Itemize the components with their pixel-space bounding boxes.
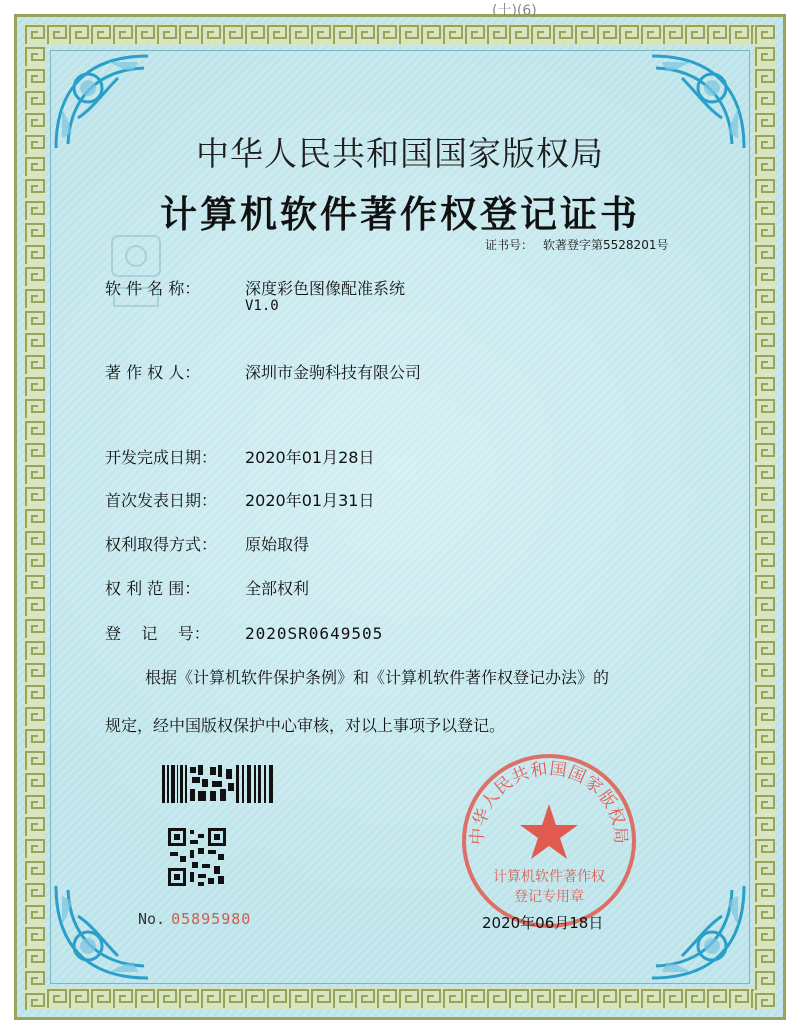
pub-date-value: 2020年01月31日 [245,491,375,510]
dev-date-row [105,445,374,468]
greek-key-border-top [24,24,776,46]
scope-row [105,576,309,599]
pub-date-label: 首次发表日期： [105,491,218,510]
owner-label: 著 作 权 人： [105,363,201,382]
software-name-label: 软 件 名 称： [105,279,201,298]
certificate-number [485,236,668,253]
certificate-number-value: 软著登字第5528201号 [543,238,669,252]
greek-key-border-bottom [24,988,776,1010]
certificate-number-label: 证书号： [485,238,534,252]
seal-inner-line2: 登记专用章 [514,889,584,905]
scope-label: 权 利 范 围： [105,579,201,598]
serial-prefix: No. [138,910,166,928]
serial-number [138,910,251,928]
dev-date-label: 开发完成日期： [105,448,218,467]
watermark-emblem [108,232,164,316]
software-name-value: 深度彩色图像配准系统 [245,279,406,298]
corner-ornament-bottom-left [48,876,158,986]
software-version: V1.0 [245,298,279,314]
corner-ornament-bottom-right [642,876,752,986]
body-paragraph-line2: 规定，经中国版权保护中心审核，对以上事项予以登记。 [105,716,506,735]
reg-value: 2020SR0649505 [245,624,384,643]
serial-value: 05895980 [171,910,252,928]
reg-row [105,621,383,644]
barcode [162,765,274,803]
acquire-label: 权利取得方式： [105,535,218,554]
issuer-title: 中华人民共和国国家版权局 [196,134,604,173]
body-paragraph-line1: 根据《计算机软件保护条例》和《计算机软件著作权登记办法》的 [145,668,610,687]
seal-inner-line1: 计算机软件著作权 [493,869,605,885]
handwritten-note: (十)(6) [492,3,537,19]
software-name-row [105,276,405,299]
certificate-title: 计算机软件著作权登记证书 [160,193,640,236]
pub-date-row [105,488,374,511]
acquire-row [105,532,309,555]
owner-value: 深圳市金驹科技有限公司 [245,363,422,382]
reg-label: 登 记 号： [105,624,210,643]
qr-code [168,828,226,886]
seal-ring-text: 中华人民共和国国家版权局 [467,759,631,846]
scope-value: 全部权利 [245,579,310,598]
seal-star-icon [520,804,578,859]
acquire-value: 原始取得 [245,535,310,554]
issue-date: 2020年06月18日 [482,914,604,932]
owner-row [105,360,421,383]
dev-date-value: 2020年01月28日 [245,448,375,467]
